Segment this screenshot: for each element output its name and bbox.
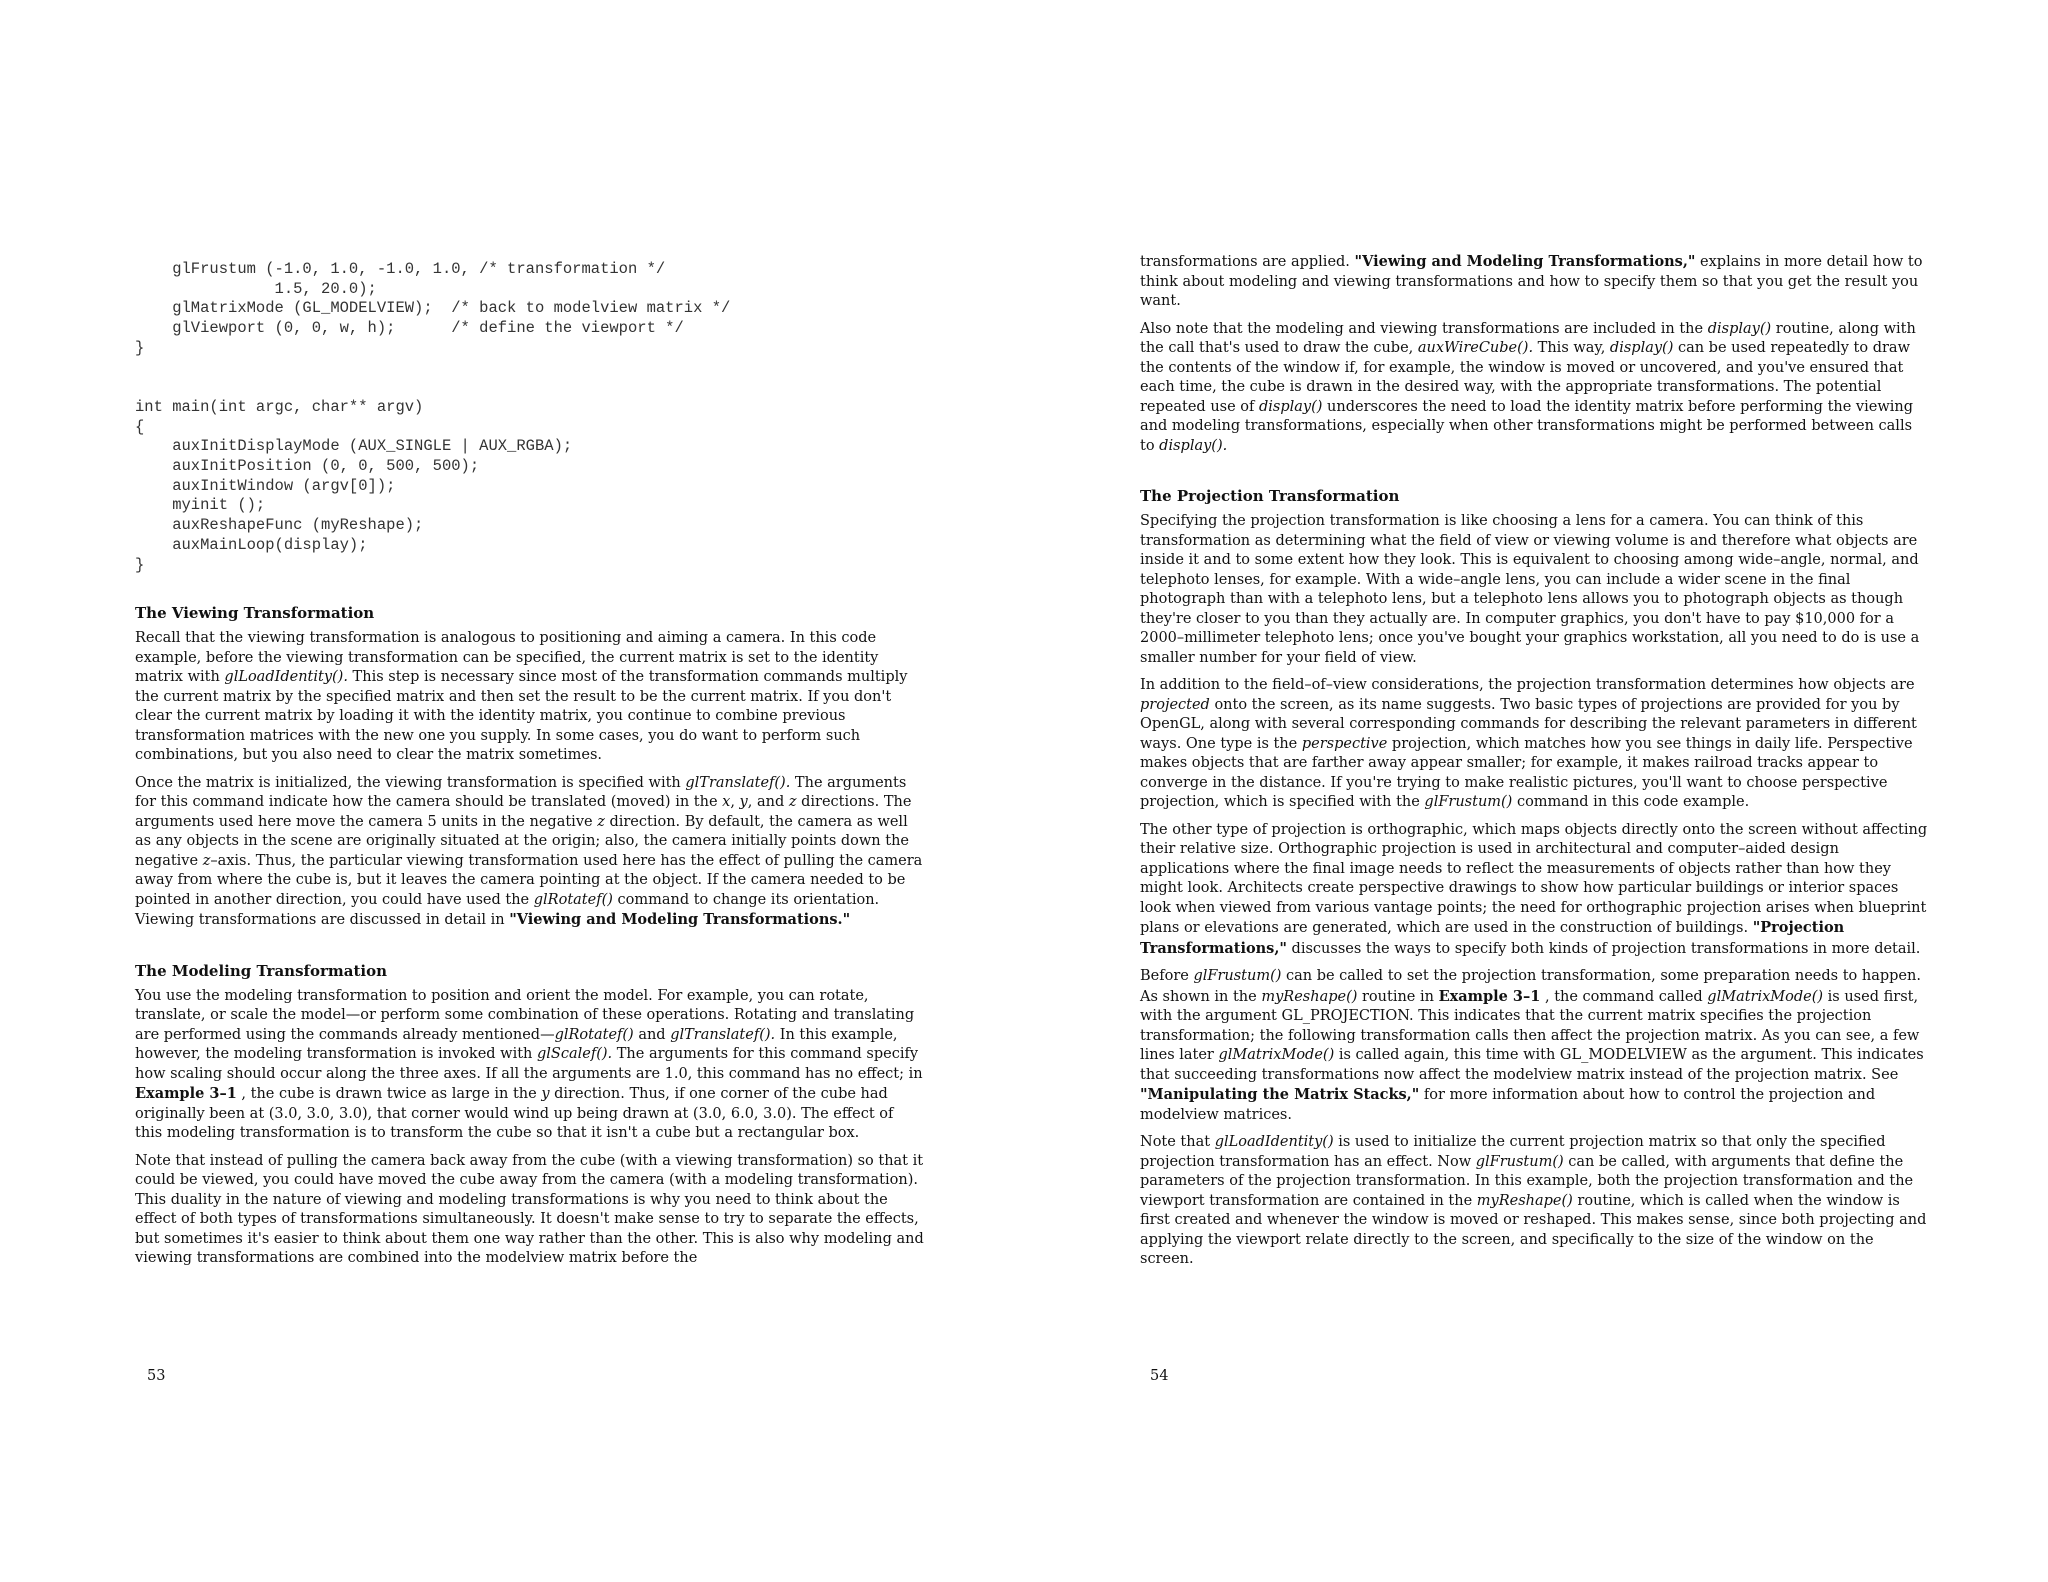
- text-run: projection, which matches how you see things in daily life. Perspective makes objects that are farther away appear smaller; for example, it makes railroad tracks appear to converge in the distance. If you're trying to make realistic pictures, you'll want to choose perspective projection, which is specified with the: [1140, 735, 1913, 810]
- text-run: is used first, with the argument GL_PROJECTION. This indicates that the current matrix specifies the projection transformation; the following transformation calls then affect the projection matrix. As you can see, a few lines later: [1140, 988, 1920, 1063]
- text-run: command in this code example.: [1512, 794, 1750, 810]
- italic-term: display(): [1259, 398, 1323, 415]
- text-run: This step is necessary since most of the transformation commands multiply the current matrix by the specified matrix and then set the result to be the current matrix. If you don't clear the current matrix by loading it with the identity matrix, you continue to combine previous transformation matrices with the new one you supply. In some cases, you do want to perform such combinations, but you also need to clear the matrix sometimes.: [135, 669, 908, 763]
- italic-term: glLoadIdentity(): [1214, 1134, 1334, 1150]
- code-listing: glFrustum (-1.0, 1.0, -1.0, 1.0, /* transformation */ 1.5, 20.0); glMatrixMode (GL_MODELVIEW); /* back to modelview matrix */ glViewport (0, 0, w, h); /* define the viewport */ } int main(int argc, char** argv) { auxInitDisplayMode (AUX_SINGLE | AUX_RGBA); auxInitPosition (0, 0, 500, 500); auxInitWindow (argv[0]); myinit (); auxReshapeFunc (myReshape); auxMainLoop(display); }: [135, 260, 731, 574]
- text-run: routine, along with the call that's used to draw the cube,: [1140, 320, 1916, 356]
- italic-term: glFrustum(): [1193, 968, 1282, 984]
- italic-term: glMatrixMode(): [1218, 1047, 1335, 1063]
- italic-term: display().: [1159, 437, 1228, 454]
- text-run: The arguments for this command specify how scaling should occur along the three axes. If all the arguments are 1.0, this command has no effect; in: [135, 1046, 923, 1082]
- text-run: This way,: [1533, 340, 1610, 356]
- text-run: routine in: [1357, 988, 1439, 1005]
- text-run: routine, which is called when the window is first created and whenever the window is moved or reshaped. This makes sense, since both projecting and applying the viewport relate directly to the screen, and specifically to the size of the window on the screen.: [1140, 1192, 1927, 1267]
- text-run: Recall that the viewing transformation is analogous to positioning and aiming a camera. In this code example, before the viewing transformation can be specified, the current matrix is set to the identity matrix with: [135, 630, 879, 685]
- text-run: Specifying the projection transformation is like choosing a lens for a camera. You can think of this transformation as determining what the field of view or viewing volume is and therefore what objects are inside it and to some extent how they look. This is equivalent to choosing among wide–angle, normal, and telephoto lenses, for example. With a wide–angle lens, you can include a wider scene in the final photograph than with a telephoto lens, but a telephoto lens allows you to photograph objects as though they're closer to you than they actually are. In computer graphics, you don't have to pay $10,000 for a 2000–millimeter telephoto lens; once you've bought your graphics workstation, all you need to do is use a smaller number for your field of view.: [1140, 513, 1920, 666]
- text-run: and: [633, 1026, 671, 1043]
- text-run: Note that instead of pulling the camera back away from the cube (with a viewing transformation) so that it could be viewed, you could have moved the cube away from the camera (with a modeling transformation). This duality in the nature of viewing and modeling transformations is why you need to think about the effect of both types of transformations simultaneously. It doesn't make sense to try to separate the effects, but sometimes it's easier to think about them one way rather than the other. This is also why modeling and viewing transformations are combined into the modelview matrix before the: [135, 1152, 924, 1266]
- page-number: 54: [1150, 1368, 1169, 1384]
- paragraph: [135, 774, 925, 931]
- text-run: Note that: [1140, 1134, 1215, 1150]
- paragraph: [1140, 821, 1930, 960]
- text-run: is called again, this time with GL_MODELVIEW as the argument. This indicates that succeeding transformations now affect the modelview matrix instead of the projection matrix. See: [1140, 1047, 1924, 1083]
- italic-term: glTranslatef().: [670, 1026, 776, 1043]
- text-run: command to change its orientation. Viewing transformations are discussed in detail in: [135, 891, 880, 928]
- paragraph: [1140, 320, 1930, 457]
- cross-reference: Example 3–1: [135, 1085, 237, 1102]
- italic-term: display(): [1707, 320, 1772, 337]
- text-run: direction. Thus, if one corner of the cube had originally been at (3.0, 3.0, 3.0), that corner would wind up being drawn at (3.0, 6.0, 3.0). The effect of this modeling transformation is to transform the cube so that it isn't a cube but a rectangular box.: [135, 1086, 894, 1141]
- italic-term: perspective: [1301, 735, 1388, 752]
- text-run: Once the matrix is initialized, the viewing transformation is specified with: [135, 774, 686, 791]
- paragraph: [1140, 512, 1930, 668]
- text-run: discusses the ways to specify both kinds of projection transformations in more detail.: [1286, 940, 1921, 957]
- text-run: direction. By default, the camera as well as any objects in the scene are originally situated at the origin; also, the camera initially points down the negative: [135, 813, 909, 869]
- text-run: directions. The arguments used here move the camera 5 units in the negative: [135, 794, 912, 830]
- italic-term: glRotatef(): [533, 891, 613, 908]
- modeling-transformation-heading: The Modeling Transformation: [135, 961, 388, 980]
- italic-term: glFrustum(): [1424, 794, 1513, 810]
- italic-term: auxWireCube().: [1417, 340, 1534, 356]
- projection-transformation-heading: The Projection Transformation: [1140, 487, 1400, 505]
- text-run: The other type of projection is orthographic, which maps objects directly onto the screen without affecting their relative size. Orthographic projection is used in architectural and computer–aided design applications where the final image needs to reflect the measurements of objects rather than how they might look. Architects create perspective drawings to show how particular buildings or interior spaces look when viewed from various vantage points; the need for orthographic projection arises when blueprint plans or elevations are generated, which are used in the construction of buildings.: [1140, 821, 1928, 936]
- paragraph: [1140, 967, 1930, 1125]
- text-run: The arguments for this command indicate how the camera should be translated (moved) in the: [135, 774, 907, 810]
- text-run: can be used repeatedly to draw the contents of the window if, for example, the window is moved or uncovered, and you've ensured that each time, the cube is drawn in the desired way, with the appropriate transformations. The potential repeated use of: [1140, 340, 1910, 415]
- italic-term: y: [739, 794, 748, 810]
- italic-term: glScalef().: [537, 1046, 613, 1062]
- paragraph: [135, 1152, 925, 1269]
- text-run: is used to initialize the current projection matrix so that only the specified projection transformation has an effect. Now: [1140, 1134, 1886, 1170]
- text-run: can be called, with arguments that define the parameters of the projection transformation. In this example, both the projection transformation and the viewport transformation are contained in the: [1140, 1153, 1914, 1209]
- text-run: , and: [747, 794, 789, 810]
- italic-term: z: [788, 794, 797, 810]
- text-run: Also note that the modeling and viewing transformations are included in the: [1140, 320, 1708, 337]
- text-run: Before: [1140, 968, 1194, 984]
- page-number: 53: [147, 1368, 166, 1384]
- italic-term: y: [541, 1086, 550, 1102]
- cross-reference: "Viewing and Modeling Transformations.": [509, 911, 851, 928]
- italic-term: glFrustum(): [1475, 1153, 1564, 1170]
- italic-term: z: [202, 852, 211, 869]
- right-text-column: [1140, 252, 1930, 1278]
- text-run: –axis. Thus, the particular viewing transformation used here has the effect of pulling the camera away from where the cube is, but it leaves the camera pointing at the object. If the camera needed to be pointed in another direction, you could have used the: [135, 852, 923, 908]
- italic-term: x: [722, 794, 731, 810]
- right-page: [1140, 0, 1930, 1582]
- italic-term: projected: [1140, 696, 1210, 713]
- text-run: explains in more detail how to think about modeling and viewing transformations and how to specify them so that you get the result you want.: [1140, 254, 1923, 309]
- italic-term: z: [597, 813, 605, 830]
- paragraph: [1140, 252, 1930, 312]
- text-run: , the command called: [1540, 988, 1708, 1005]
- italic-term: myReshape(): [1261, 988, 1358, 1005]
- italic-term: glRotatef(): [554, 1026, 634, 1043]
- text-run: transformations are applied.: [1140, 254, 1355, 270]
- text-run: In addition to the field–of–view considerations, the projection transformation determines how objects are: [1140, 677, 1915, 693]
- viewing-transformation-heading: The Viewing Transformation: [135, 604, 375, 622]
- text-run: can be called to set the projection transformation, some preparation needs to happen. As shown in the: [1140, 968, 1921, 1005]
- text-run: underscores the need to load the identity matrix before performing the viewing and modeling transformations, especially when other transformations might be performed between calls to: [1140, 398, 1914, 454]
- cross-reference: "Viewing and Modeling Transformations,": [1354, 253, 1696, 270]
- cross-reference: Example 3–1: [1438, 987, 1541, 1005]
- text-run: ,: [730, 794, 740, 810]
- italic-term: myReshape(): [1476, 1192, 1573, 1209]
- text-run: onto the screen, as its name suggests. Two basic types of projections are provided for you by OpenGL, along with several corresponding commands for describing the relevant parameters in different ways. One type is the: [1140, 696, 1917, 752]
- italic-term: glTranslatef().: [685, 774, 791, 791]
- left-text-column: [135, 603, 925, 1277]
- text-run: In this example, however, the modeling transformation is invoked with: [135, 1026, 898, 1062]
- paragraph: [1140, 1133, 1930, 1270]
- paragraph: [1140, 676, 1930, 813]
- text-run: for more information about how to control the projection and modelview matrices.: [1140, 1087, 1876, 1123]
- paragraph: [135, 629, 925, 766]
- text-run: , the cube is drawn twice as large in the: [236, 1086, 542, 1102]
- italic-term: glLoadIdentity().: [224, 669, 348, 685]
- left-page: [135, 0, 925, 1582]
- cross-reference: "Manipulating the Matrix Stacks,": [1140, 1086, 1420, 1103]
- cross-reference: "Projection Transformations,": [1140, 919, 1845, 957]
- italic-term: display(): [1609, 340, 1674, 356]
- paragraph: [135, 987, 925, 1144]
- italic-term: glMatrixMode(): [1707, 988, 1824, 1005]
- text-run: You use the modeling transformation to position and orient the model. For example, you can rotate, translate, or scale the model—or perform some combination of these operations. Rotating and translating are performed using the commands already mentioned—: [135, 987, 915, 1043]
